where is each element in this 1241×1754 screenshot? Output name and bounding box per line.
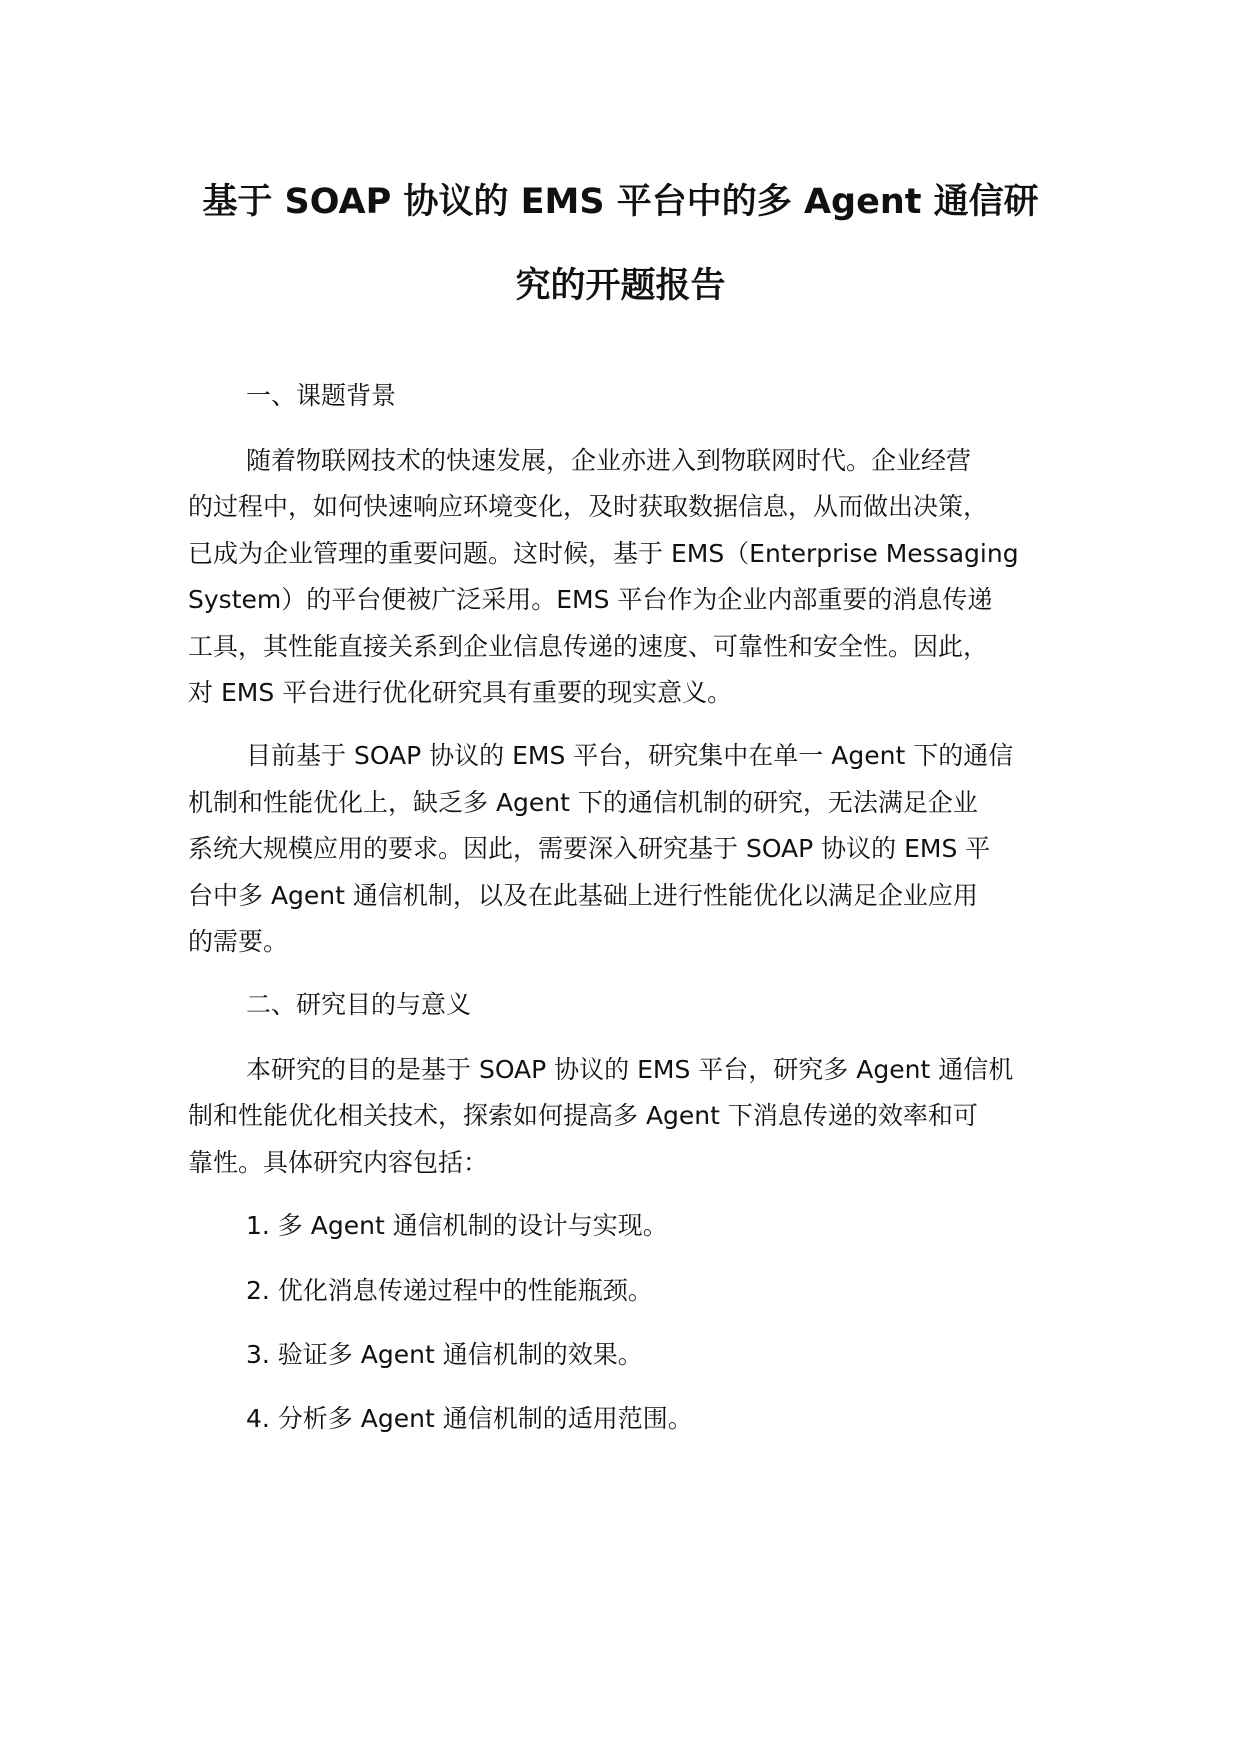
paragraph-line: 制和性能优化相关技术，探索如何提高多 Agent 下消息传递的效率和可	[188, 1101, 978, 1130]
document-title-line-1: 基于 SOAP 协议的 EMS 平台中的多 Agent 通信研	[202, 182, 1039, 222]
paragraph-line: 的过程中，如何快速响应环境变化，及时获取数据信息，从而做出决策，	[188, 492, 989, 521]
paragraph-line: 机制和性能优化上，缺乏多 Agent 下的通信机制的研究，无法满足企业	[188, 788, 978, 817]
paragraph-line: 随着物联网技术的快速发展，企业亦进入到物联网时代。企业经营	[246, 446, 972, 475]
paragraph-line: 本研究的目的是基于 SOAP 协议的 EMS 平台，研究多 Agent 通信机	[246, 1055, 1014, 1084]
paragraph-line: 靠性。具体研究内容包括：	[188, 1148, 489, 1177]
paragraph-line: 系统大规模应用的要求。因此，需要深入研究基于 SOAP 协议的 EMS 平	[188, 834, 991, 863]
paragraph-line: 的需要。	[188, 927, 289, 956]
section-heading-purpose: 二、研究目的与意义	[246, 990, 472, 1019]
list-item: 4. 分析多 Agent 通信机制的适用范围。	[246, 1404, 693, 1433]
paragraph-line: 工具，其性能直接关系到企业信息传递的速度、可靠性和安全性。因此，	[188, 632, 989, 661]
paragraph-line: 台中多 Agent 通信机制，以及在此基础上进行性能优化以满足企业应用	[188, 881, 978, 910]
document-title-line-2: 究的开题报告	[515, 266, 726, 306]
paragraph-line: 目前基于 SOAP 协议的 EMS 平台，研究集中在单一 Agent 下的通信	[246, 741, 1014, 770]
paragraph-line: 对 EMS 平台进行优化研究具有重要的现实意义。	[188, 678, 733, 707]
list-item: 1. 多 Agent 通信机制的设计与实现。	[246, 1211, 668, 1240]
paragraph-line: 已成为企业管理的重要问题。这时候，基于 EMS（Enterprise Messaging	[188, 539, 1019, 568]
list-item: 3. 验证多 Agent 通信机制的效果。	[246, 1340, 643, 1369]
paragraph-line: System）的平台便被广泛采用。EMS 平台作为企业内部重要的消息传递	[188, 585, 993, 614]
section-heading-background: 一、课题背景	[246, 381, 397, 410]
list-item: 2. 优化消息传递过程中的性能瓶颈。	[246, 1276, 653, 1305]
